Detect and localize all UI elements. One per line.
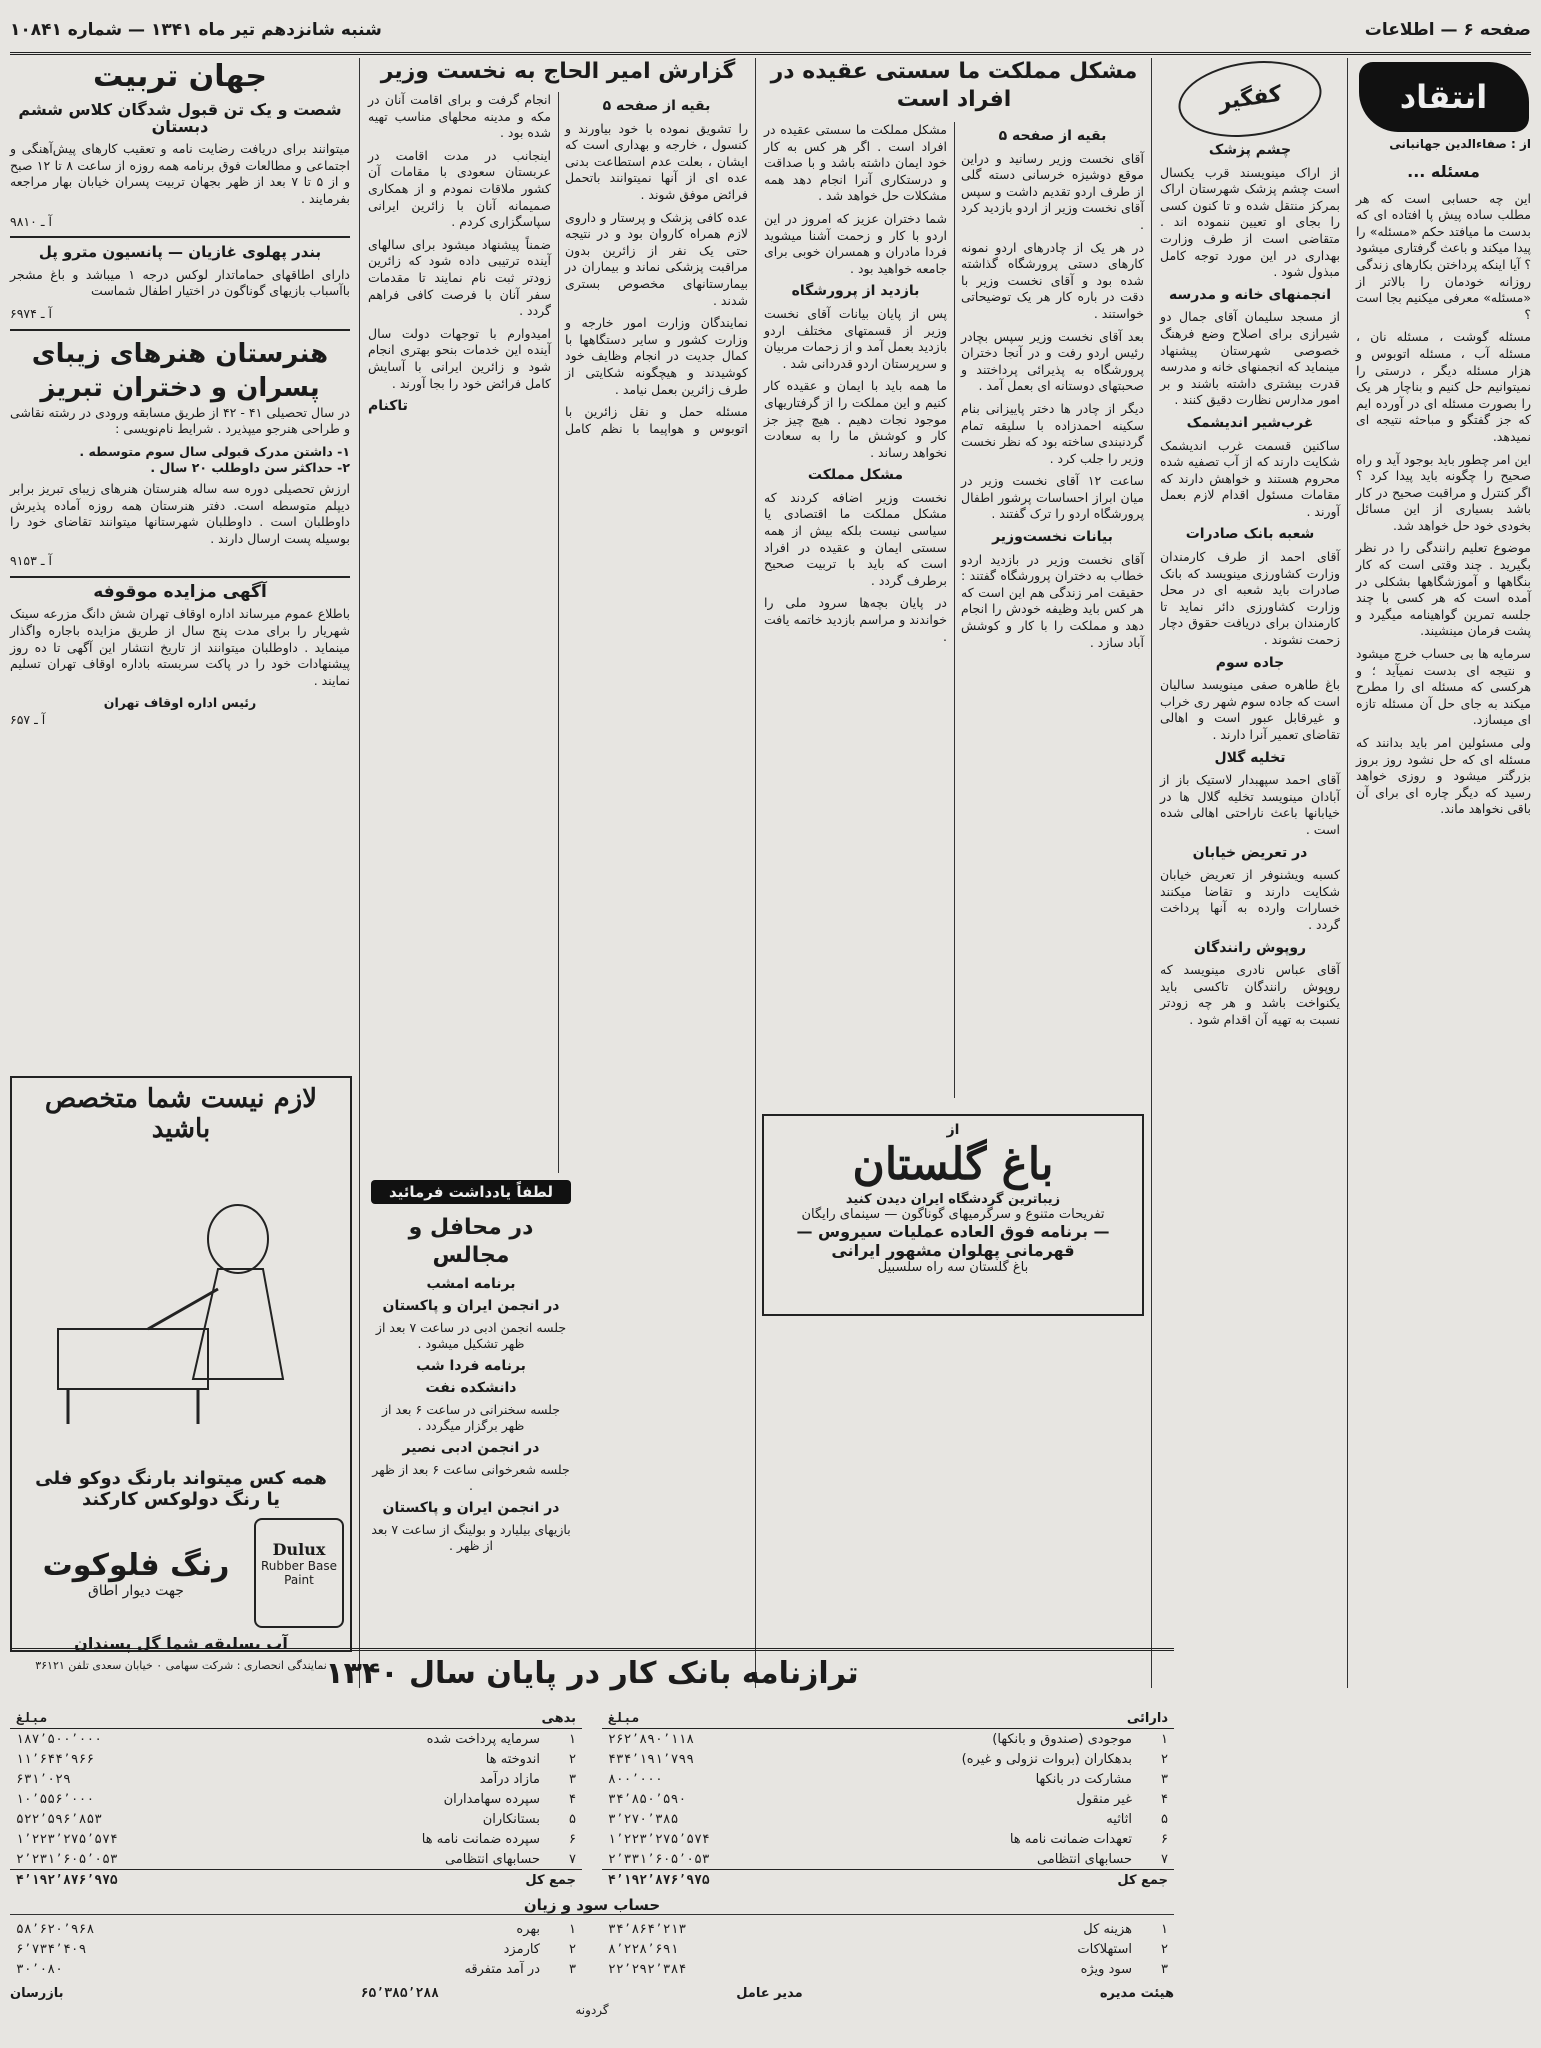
row-number: ۱ [1161,1921,1168,1937]
row-number: ۲ [1161,1751,1168,1767]
event-title: دانشکده نفت [425,1380,517,1396]
paragraph: در سال تحصیلی ۴۱ - ۴۲ از طریق مسابقه ورودی در رشته نقاشی و طراحی هنرجو میپذیرد . شرایط نام‌نویسی : [10,404,350,437]
row-label: موجودی (صندوق و بانکها) [992,1731,1132,1747]
ad-headline: بندر پهلوی غازیان — پانسیون مترو پل [38,243,322,262]
section-title: روپوش رانندگان [1193,939,1307,956]
pl-title: حساب سود و زیان [10,1896,1174,1915]
row-number: ۳ [569,1961,576,1977]
article-headline: مشکل مملکت ما سستی عقیده در افراد است [770,59,1138,112]
row-label: سپرده سهامداران [443,1791,540,1807]
ad-headline: لازم نیست شما متخصص باشید [44,1084,318,1144]
row-number: ۲ [1161,1941,1168,1957]
column-divider [1347,58,1348,1688]
condition: ۲- حداکثر سن داوطلب ۲۰ سال . [150,460,350,476]
row-amount: ۲۲٬۲۹۲٬۳۸۴ [608,1961,687,1977]
table-row [602,1849,1174,1869]
table-row [10,1809,582,1829]
row-label: ما‌زاد درآمد [479,1771,540,1787]
debts-header: بدهی [541,1710,576,1726]
paragraph: ضمناً پیشنهاد میشود برای سالهای آینده ترتیبی داده شود که زائرین زودتر ثبت نام نمایند تا مقدمات سفر آنان با فرصت کافی فراهم گردد . [368,236,551,319]
table-row [602,1789,1174,1809]
paragraph: باطلاع عموم میرساند اداره اوقاف تهران شش دانگ مزرعه سینک شهریار را برای مدت پنج سال از طریق مزایده باجاره واگذار مینماید . داوطلبان میتوانند از تاریخ انتشار این آگهی تا ده روز پیشنهادات خود را در پاکت سربسته باداره اوقاف تهران تسلیم نمایند . [10,606,350,688]
row-label: بدهکاران (بروات نزولی و غیره) [961,1751,1132,1767]
kafgir-logo: کفگیر [1174,52,1327,145]
row-number: ۵ [569,1811,576,1827]
paragraph: میتوانند برای دریافت رضایت نامه و تعقیب کارهای پیش‌آهنگی و اجتماعی و مطالعات فوق برنامه همه روزه از ساعت ۸ تا ۱۲ صبح و از ۵ تا ۷ بعد از ظهر بجهان تربیت پسران خیابان بهار مراجعه بفرمایند . [10,141,351,206]
brand-sub: جهت دیوار اطاق [88,1582,184,1599]
debts-total: ۴٬۱۹۲٬۸۷۶٬۹۷۵ [16,1872,118,1888]
row-number: ۶ [1161,1831,1168,1847]
row-label: اثاثیه [1106,1811,1132,1827]
table-row [602,1749,1174,1769]
paragraph: ولی مسئولین امر باید بدانند که مسئله ای که حل نشود روز بروز بزرگتر میشود و روزی خواهد رسید که دیگر چاره ای برای آن باقی نخواهد ماند. [1356,735,1531,817]
paragraph: موضوع تعلیم رانندگی را در نظر بگیرید . چند وقتی است که کار بنگاهها و آموزشگاهها بشکلی در آمده است که هر کسی با چند جلسه تمرین گواهینامه میگیرد و پشت فرمان مینشیند. [1356,540,1531,639]
paragraph: آقای عباس نادری مینویسد که روپوش رانندگان تاکسی باید یکنواخت باشد و هر چه زودتر نسبت به تهیه آن اقدام شود . [1160,962,1340,1027]
row-label: سپرده ضمانت نامه ها [421,1831,540,1847]
row-amount: ۵۲۲٬۵۹۶٬۸۵۳ [16,1811,103,1827]
row-amount: ۳٬۲۷۰٬۳۸۵ [608,1811,679,1827]
table-row [10,1829,582,1849]
paragraph: از اراک مینویسند قرب یکسال است چشم پزشک شهرستان اراک بمرکز منتقل شده و تا کنون کسی را بجای او تعیین ننموده اند . متقاضی است از طرف وزارت بهداری در این مورد توجه کامل مبذول شود . [1160,164,1340,280]
row-label: کارمزد [503,1941,540,1957]
condition: ۱- داشتن مدرک قبولی سال سوم متوسطه . [79,443,350,459]
amount-header: مبلغ [608,1710,640,1726]
row-number: ۲ [569,1941,576,1957]
row-label: بهره [516,1921,540,1937]
row-label: بستانکاران [482,1811,540,1827]
can-sublabel: Rubber Base Paint [261,1559,337,1587]
row-amount: ۴۳۴٬۱۹۱٬۷۹۹ [608,1751,695,1767]
subheading: بیانات نخست‌وزیر [992,529,1113,546]
column-divider [755,58,756,1688]
table-row [10,1789,582,1809]
paragraph: بعد آقای نخست وزیر سپس بچادر رئیس اردو رفت و در آنجا دختران پرورشگاه به پذیرائی پرداختند و صحبتهای دوستانه ای بعمل آمد . [961,328,1144,394]
row-number: ۳ [1161,1771,1168,1787]
row-number: ۱ [569,1921,576,1937]
signature: تاکنام [368,398,408,415]
ad-headline: هنرستان هنرهای زیبای پسران و دختران تبریز [31,338,329,403]
event-body: جلسه سخنرانی در ساعت ۶ بعد از ظهر برگزار میگردد . [381,1402,561,1433]
row-amount: ۳۴٬۸۶۴٬۲۱۳ [608,1921,687,1937]
paragraph: دیگر از چادر ها دختر پاییزانی بنام سکینه احمدزاده با سلیقه تمام گردنبندی ساخته بود که نظر نخست وزیر را جلب کرد . [961,400,1144,466]
article-title: مسئله ... [1407,161,1480,181]
continued-note: بقیه از صفحه ۵ [602,98,711,114]
table-row [10,1939,582,1959]
ad-line: یا رنگ دولوکس کارکند [81,1489,281,1510]
painting-illustration [18,1144,344,1464]
ad-code: آ ـ ۶۵۷ [10,712,46,728]
event-body: جلسه شعرخوانی ساعت ۶ بعد از ظهر . [372,1462,570,1493]
paragraph: عده کافی پزشک و پرستار و داروی لازم همراه کاروان بود و در نتیجه حتی یک نفر از زائرین بدون مراقبت پزشکی نماند و بیماران در بیمارستانهای مخصوص بستری شدند . [565,209,748,308]
event-title: در انجمن ایران و پاکستان [382,1500,560,1516]
bank-divider [10,1648,1174,1651]
paragraph: نخست وزیر اضافه کردند که مشکل مملکت ما اقتصادی یا سیاسی نیست بلکه بیش از همه سستی ایمان و عقیده در افراد است که باید با تربیت صحیح برطرف گردد . [764,489,947,588]
assets-total: ۴٬۱۹۲٬۸۷۶٬۹۷۵ [608,1872,710,1888]
amount-header: مبلغ [16,1710,48,1726]
pl-expenses [602,1919,1174,1979]
row-amount: ۲۶۲٬۸۹۰٬۱۱۸ [608,1731,695,1747]
paragraph: در هر یک از چادرهای اردو نمونه کارهای دستی پرورشگاه گذاشته شده بود و آقای نخست وزیر با دقت در باره کار هر یک توضیحاتی خواستند . [961,239,1144,321]
article-hajj [368,58,748,1173]
ad-footer: نمایندگی انحصاری : شرکت سهامی ۰ خیابان سعدی تلفن ۳۶۱۲۱ [35,1659,327,1672]
row-amount: ۲٬۲۳۱٬۶۰۵٬۰۵۳ [16,1851,118,1867]
table-row [602,1959,1174,1979]
section-title: غرب‌شیر اندیشمک [1186,414,1314,431]
row-label: هزینه کل [1083,1921,1132,1937]
ad-line: زیباترین گردشگاه ایران دیدن کنید [845,1192,1061,1207]
ad-line: تفریحات متنوع و سرگرمیهای گوناگون — سینمای رایگان [801,1207,1105,1222]
row-amount: ۳۰٬۰۸۰ [16,1961,63,1977]
bank-title: ترازنامه بانک کار در پایان سال ۱۳۴۰ [325,1656,859,1691]
ad-line: همه کس میتواند بارنگ دوکو فلی [35,1468,327,1489]
paragraph: این چه حسابی است که هر مطلب ساده پیش پا افتاده ای که بدست ما میافتد حکم «مسئله» را پیدا میکند و باعث گرفتاری میشود ؟ آیا اینکه پرداختن بکارهای زندگی روزانه خودمان را بالاتر از «مسئله» معرفی میکنیم بجا است ؟ [1356,190,1531,322]
total-label: جمع کل [525,1872,576,1888]
table-row [10,1749,582,1769]
row-amount: ۱۸۷٬۵۰۰٬۰۰۰ [16,1731,103,1747]
row-amount: ۶٬۷۳۴٬۴۰۹ [16,1941,87,1957]
majales-section [371,1180,571,1620]
row-number: ۳ [1161,1961,1168,1977]
table-row [602,1829,1174,1849]
paint-ad [10,1076,352,1672]
row-amount: ۸۰۰٬۰۰۰ [608,1771,663,1787]
ad-code: آ ـ ۹۱۵۳ [10,553,52,569]
paragraph: از مسجد سلیمان آقای جمال دو شیرازی برای اصلاح وضع فرهنگ خصوصی شهرستان پیشنهاد مینماید که انجمنهای خانه و مدرسه قدرت بیشتری داشته باشند و بر امور مدارس نظارت دقیق کنند . [1160,309,1340,408]
total-label: جمع کل [1117,1872,1168,1888]
paragraph: پس از پایان بیانات آقای نخست وزیر از قسمتهای مختلف اردو بازدید بعمل آمد و از زحمات مربیان و سرپرستان اردو قدردانی شد . [764,305,947,371]
golestan-ad [762,1114,1144,1316]
assets-header: دارائی [1126,1710,1168,1726]
table-row [602,1919,1174,1939]
paragraph: ساعت ۱۲ آقای نخست وزیر در میان ابراز احساسات پرشور اطفال پرورشگاه اردو را ترک گفتند . [961,473,1144,522]
paragraph: آقای نخست وزیر رسانید و دراین موقع دوشیزه خرسانی دسته گلی از طرف اردو تقدیم داشت و سپس آقای نخست وزیر از اردو بازدید کرد . [961,150,1144,232]
ad-subheading: شصت و یک تن قبول شدگان کلاس ششم دبستان [18,100,342,136]
event-body: جلسه انجمن ادبی در ساعت ۷ بعد از ظهر تشکیل میشود . [375,1320,567,1351]
subheading: مشکل مملکت [807,467,904,484]
column-divider [1151,58,1152,1688]
row-number: ۲ [569,1751,576,1767]
row-number: ۷ [1161,1851,1168,1867]
row-amount: ۸٬۲۲۸٬۶۹۱ [608,1941,679,1957]
pl-income [10,1919,582,1979]
section-title: انجمنهای خانه و مدرسه [1168,286,1332,303]
sign-auditors: بازرسان [10,1985,64,2001]
paragraph: امیدوارم با توجهات دولت سال آینده این خدمات بنحو بهتری انجام شود و زائرین ایرانی با آسایش کامل فرائض خود را بجا آورند . [368,325,551,391]
row-label: مشارکت در بانکها [1035,1771,1132,1787]
row-amount: ۲٬۳۳۱٬۶۰۵٬۰۵۳ [608,1851,710,1867]
row-amount: ۱۱٬۶۴۴٬۹۶۶ [16,1751,95,1767]
row-label: حسابهای انتظامی [444,1851,540,1867]
paragraph: دارای اطاقهای حماماتدار لوکس درجه ۱ میباشد و باغ مشجر باآسباب بازیهای گوناگون در اختیار اطفال شماست [10,266,350,299]
ad-code: گردونه [575,2003,609,2017]
ad-from: از [946,1122,960,1138]
ad-tagline: آب‌ بسلیقه شما گل پسندان [74,1634,288,1653]
subheading: بازدید از پرورشگاه [791,283,920,300]
ad-code: آ ـ ۹۸۱۰ [10,213,52,229]
paragraph: مسئله گوشت ، مسئله نان ، مسئله آب ، مسئله اتوبوس و هزار مسئله دیگر ، درستی را نمیتوانیم حل کنیم و بناچار هر یک را بصورت مسئله ای در آورده ایم که جز گفتگو و مباحثه نتیجه ای نمیدهد. [1356,329,1531,444]
paragraph: کسبه ویشنوفر از تعریض خیابان شکایت دارند و تقاضا میکنند خسارات وارده به آنها پرداخت گردد . [1160,867,1340,932]
column-ads [10,58,350,1078]
paragraph: آقای احمد از طرف کارمندان وزارت کشاورزی مینویسد که بانک صادرات باید شعبه ای در محل وزارت کشاورزی دائر نماید تا کارمندان برای دریافت حقوق دچار زحمت نشوند . [1160,549,1340,648]
row-label: غیر منقول [1076,1791,1132,1807]
paragraph: این امر چطور باید بوجود آید و راه صحیح را چگونه باید پیدا کرد ؟ اگر کنترل و مراقبت صحیح در کار باشد بسیاری از این مسائل بخودی خود حل خواهد شد. [1356,451,1531,533]
table-row [10,1729,582,1749]
ad-headline: جهان تربیت [93,59,267,94]
masthead [10,8,1531,55]
ad-code: آ ـ ۶۹۷۴ [10,305,52,321]
sign-board: هیئت مدیره [1099,1985,1174,2001]
row-number: ۴ [569,1791,576,1807]
continued-note: بقیه از صفحه ۵ [998,128,1107,144]
section-title: چشم پزشک [1208,142,1292,158]
table-row [10,1959,582,1979]
paragraph: مسئله حمل و نقل زائرین با اتوبوس و هواپیما با نظم کامل انجام گرفت و برای اقامت آنان در مکه و مدینه محلهای مناسب تهیه شده بود . [368,92,748,436]
paragraph: ارزش تحصیلی دوره سه ساله هنرستان هنرهای زیبای تبریز برابر دیپلم متوسطه است. دفتر هنرستان همه روزه آماده پذیرش داوطلبان است . داوطلبان شهرستانها میتوانند تقاضای خود را بوسیله پست ارسال دارند . [10,480,350,546]
paragraph: را تشویق نموده با خود بیاورند و کنسول ، خارجه و بهداری است که ایشان ، بعلت عدم استطاعت بدنی عده ای از آنها نمیتوانند باتحمل فرائض موفق شوند . [565,120,748,202]
column-divider [359,58,360,1688]
brand-name: رنگ فلوکوت [42,1547,230,1583]
paragraph: نمایندگان وزارت امور خارجه و وزارت کشور و سایر دستگاهها با کمال جدیت در انجام وظایف خود کوشیدند و هیچگونه شکایتی از طرف زائرین بعمل نیامد . [565,315,748,397]
section-title: شعبه بانک صادرات [1185,526,1315,543]
article-moshkel [764,58,1144,1098]
table-row [10,1849,582,1869]
table-row [602,1729,1174,1749]
row-label: اندوخته ها [485,1751,540,1767]
row-amount: ۱٬۲۲۳٬۲۷۵٬۵۷۴ [608,1831,710,1847]
subheading: برنامه فردا شب [416,1358,526,1374]
article-headline: گزارش امیر الحاج به نخست وزیر [380,59,736,84]
row-label: استهلاکات [1077,1941,1132,1957]
page-number: صفحه ۶ — اطلاعات [1364,20,1531,40]
row-amount: ۱۰٬۵۵۶٬۰۰۰ [16,1791,95,1807]
row-number: ۴ [1161,1791,1168,1807]
section-title: تخلیه گلال [1214,749,1286,766]
table-row [10,1919,582,1939]
row-number: ۷ [569,1851,576,1867]
event-title: در انجمن ادبی نصیر [402,1440,540,1456]
signature: رئیس اداره اوقاف تهران [103,695,257,711]
column-entegad [1356,58,1531,1688]
sign-ceo: مدیر عامل [736,1985,803,2001]
ad-line: قهرمانی پهلوان مشهور ایرانی [831,1241,1075,1260]
notice-box: لطفاً یادداشت فرمائید [371,1180,571,1204]
column-kafgir [1160,58,1340,1688]
table-row [602,1939,1174,1959]
row-label: در آمد متفرقه [464,1961,540,1977]
paragraph: سرمایه ها بی حساب خرج میشود و نتیجه ای بدست نمیآید ؛ و هرکسی که مسئله ای را مطرح میکند به جای حل آن مسئله تازه ای میسازد. [1356,646,1531,728]
ad-line: باغ گلستان سه راه سلسبیل [877,1260,1029,1275]
paragraph: در پایان بچه‌ها سرود ملی را خواندند و مراسم بازدید خاتمه یافت . [764,595,947,644]
row-amount: ۳۴٬۸۵۰٬۵۹۰ [608,1791,687,1807]
event-body: بازیهای بیلیارد و بولینگ از ساعت ۷ بعد از ظهر . [371,1522,571,1553]
paragraph: آقای نخست وزیر در بازدید اردو خطاب به دختران پرورشگاه گفتند : حقیقت امر زندگی هم این است که هر کس باید وظیفه خودش را انجام دهد و مملکت را با کار و کوشش آباد سازد . [961,551,1144,650]
paragraph: شما دختران عزیز که امروز در این اردو با کار و زحمت آشنا میشوید فردا مادران و همسران خوبی برای جامعه خواهید بود . [764,210,947,276]
entegad-logo: انتقاد [1359,62,1529,132]
row-number: ۶ [569,1831,576,1847]
event-title: در انجمن ایران و پاکستان [382,1298,560,1314]
paragraph: ساکنین قسمت غرب اندیشمک شکایت دارند که از آب تصفیه شده محروم هستند و خواهش دارند که مقامات مسئول اقدام لازم بعمل آورند . [1160,437,1340,519]
balance-sheet [10,1708,1174,2028]
row-number: ۱ [1161,1731,1168,1747]
ad-title: باغ گلستان [852,1139,1054,1190]
paint-can-icon [254,1518,344,1628]
section-headline: در محافل و مجالس [408,1215,534,1268]
newspaper-page [10,8,1531,2040]
ad-headline: آگهی مزایده موقوفه [93,581,267,602]
debts-table [10,1708,582,1890]
row-label: سرمایه پرداخت شده [426,1731,540,1747]
table-row [602,1769,1174,1789]
ad-line: — برنامه فوق العاده عملیات سیروس — [796,1222,1110,1241]
row-amount: ۱٬۲۲۳٬۲۷۵٬۵۷۴ [16,1831,118,1847]
table-row [602,1809,1174,1829]
row-label: حسابهای انتظامی [1036,1851,1132,1867]
paragraph: آقای احمد سپهبدار لاستیک باز از آبادان مینویسد تخلیه گلال ها در خیابانها باعث ناراحتی اهالی شده است . [1160,772,1340,837]
assets-table [602,1708,1174,1890]
row-label: سود ویژه [1080,1961,1132,1977]
pl-total: ۶۵٬۳۸۵٬۲۸۸ [360,1985,439,2001]
table-row [10,1769,582,1789]
section-title: در تعریض خیابان [1192,844,1308,861]
can-label: Dulux [272,1540,326,1559]
row-amount: ۶۳۱٬۰۲۹ [16,1771,71,1787]
row-number: ۱ [569,1731,576,1747]
paragraph: مشکل مملکت ما سستی عقیده در افراد است . اگر هر کس به کار خود ایمان داشته باشد و با صداقت و درستکاری آنرا انجام دهد همه مشکلات حل خواهد شد . [764,122,947,204]
row-number: ۳ [569,1771,576,1787]
paragraph: باغ طاهره صفی مینویسد سالیان است که جاده سوم شهر ری خراب و غیرقابل عبور است و اهالی تقاضای تعمیر آنرا دارند . [1160,677,1340,742]
row-label: تعهدات ضمانت نامه ها [1009,1831,1132,1847]
issue-date: شنبه شانزدهم تیر ماه ۱۳۴۱ — شماره ۱۰۸۴۱ [10,20,382,40]
paragraph: اینجانب در مدت اقامت در عربستان سعودی با مقامات آن کشور ملاقات نمودم و از همکاری صمیمانه آنان با زائرین ایرانی سپاسگزاری کردم . [368,147,551,230]
row-amount: ۵۸٬۶۲۰٬۹۶۸ [16,1921,95,1937]
byline: از : صفاءالدین جهانبانی [1389,137,1531,151]
subheading: برنامه امشب [426,1276,516,1292]
section-title: جاده سوم [1215,654,1285,671]
paragraph: ما همه باید با ایمان و عقیده کار کنیم و این مملکت را از گرفتاریهای موجود نجات دهیم . هیچ چیز جز کار و کوشش ما را به سعادت نخواهد رساند . [764,378,947,460]
row-number: ۵ [1161,1811,1168,1827]
